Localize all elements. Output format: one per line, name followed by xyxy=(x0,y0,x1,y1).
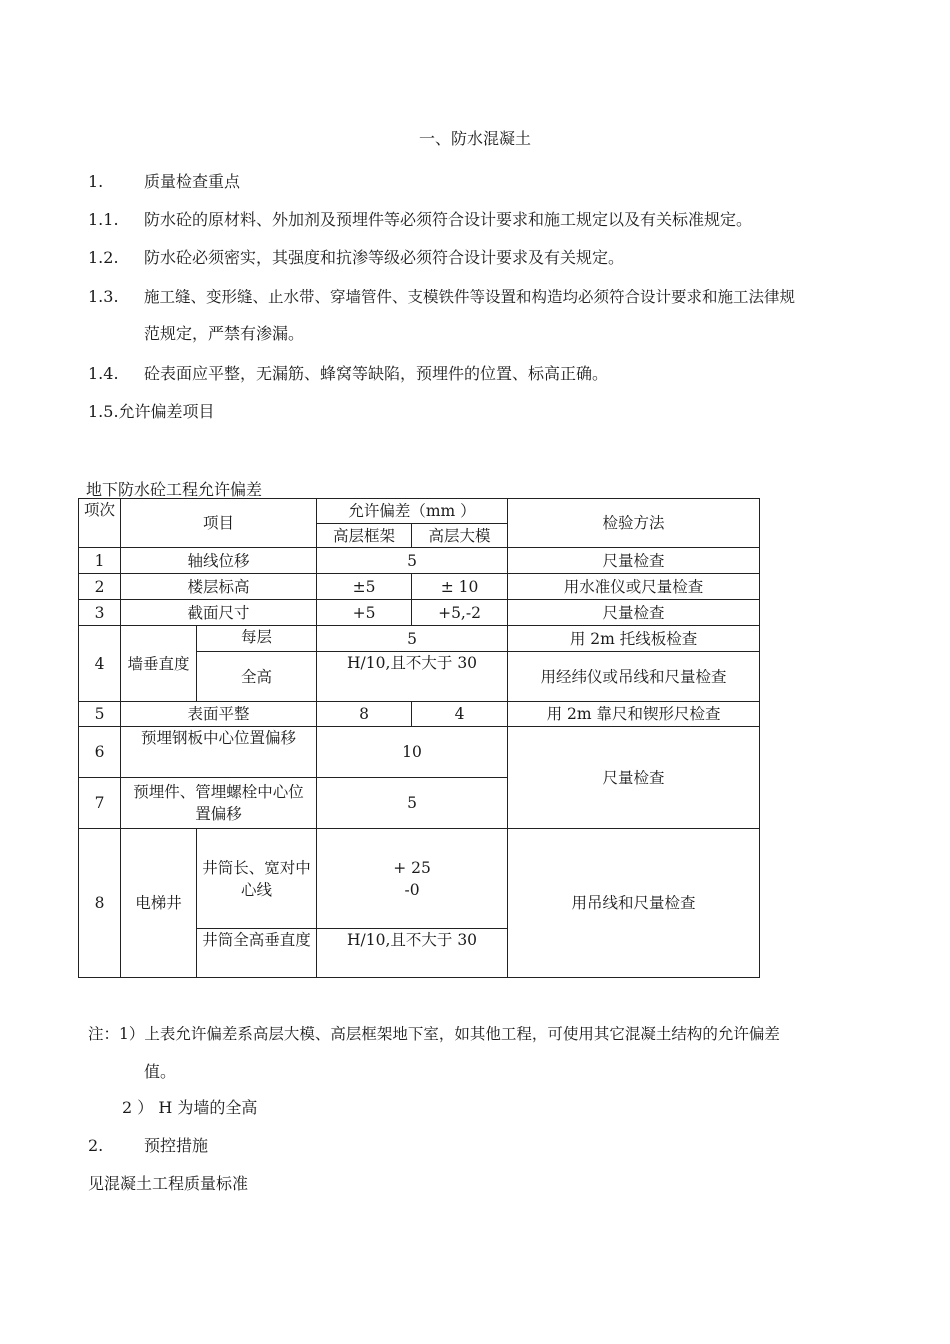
row-deviation-line: -0 xyxy=(404,880,420,899)
section-2-heading: 预控措施 xyxy=(144,1136,209,1155)
item-1-2-text: 防水砼必须密实，其强度和抗渗等级必须符合设计要求及有关规定。 xyxy=(144,248,625,267)
item-1-1-number: 1.1. xyxy=(88,210,119,229)
row-number: 6 xyxy=(79,727,121,778)
section-2-number: 2. xyxy=(88,1136,104,1155)
table-caption: 地下防水砼工程允许偏差 xyxy=(86,480,263,499)
header-frame: 高层框架 xyxy=(317,524,412,548)
row-subitem xyxy=(197,829,317,929)
row-item: 轴线位移 xyxy=(121,548,317,574)
header-item: 项目 xyxy=(121,499,317,548)
row-number: 4 xyxy=(79,626,121,702)
row-deviation-line: + 25 xyxy=(393,858,431,877)
row-frame: 8 xyxy=(317,702,412,727)
header-number: 项次 xyxy=(79,499,121,548)
item-1-3-text: 施工缝、变形缝、止水带、穿墙管件、支模铁件等设置和构造均必须符合设计要求和施工法律规 xyxy=(144,288,796,306)
row-item-line: 置偏移 xyxy=(195,805,242,823)
row-number: 2 xyxy=(79,574,121,600)
item-1-1-text: 防水砼的原材料、外加剂及预埋件等必须符合设计要求和施工规定以及有关标准规定。 xyxy=(144,210,753,229)
row-method: 用 2m 托线板检查 xyxy=(508,626,760,652)
item-1-4-text: 砼表面应平整，无漏筋、蜂窝等缺陷，预埋件的位置、标高正确。 xyxy=(144,364,609,383)
table-row xyxy=(79,600,760,626)
row-deviation: 5 xyxy=(317,626,508,652)
note-1: 注：1）上表允许偏差系高层大模、高层框架地下室，如其他工程，可使用其它混凝土结构的允许偏差 xyxy=(88,1025,780,1043)
row-item: 预埋钢板中心位置偏移 xyxy=(121,727,317,778)
row-number: 3 xyxy=(79,600,121,626)
item-1-3-text-cont: 范规定，严禁有渗漏。 xyxy=(144,324,305,343)
footer-text: 见混凝土工程质量标准 xyxy=(88,1174,249,1193)
table-row xyxy=(79,727,760,778)
row-subitem-line: 井筒长、宽对中 xyxy=(202,858,311,877)
note-1-cont: 值。 xyxy=(144,1062,177,1081)
row-item: 截面尺寸 xyxy=(121,600,317,626)
row-deviation: H/10,且不大于 30 xyxy=(317,652,508,702)
header-deviation: 允许偏差（mm ） xyxy=(317,499,508,524)
row-method: 尺量检查 xyxy=(508,548,760,574)
row-number: 1 xyxy=(79,548,121,574)
row-subitem: 井筒全高垂直度 xyxy=(197,929,317,978)
section-1-number: 1. xyxy=(88,172,104,191)
table-row xyxy=(79,626,760,652)
header-method: 检验方法 xyxy=(508,499,760,548)
row-mold: +5,-2 xyxy=(412,600,508,626)
row-subitem: 全高 xyxy=(197,652,317,702)
row-deviation xyxy=(317,829,508,929)
row-frame: ±5 xyxy=(317,574,412,600)
table-row xyxy=(79,574,760,600)
row-item: 表面平整 xyxy=(121,702,317,727)
row-item-line: 预埋件、管埋螺栓中心位 xyxy=(133,783,304,801)
section-1-heading: 质量检查重点 xyxy=(144,172,241,191)
item-1-3-number: 1.3. xyxy=(88,287,119,306)
note-2: 2 ） H 为墙的全高 xyxy=(122,1098,258,1117)
row-method: 尺量检查 xyxy=(508,727,760,829)
row-number: 7 xyxy=(79,778,121,829)
row-number: 8 xyxy=(79,829,121,978)
row-mold: 4 xyxy=(412,702,508,727)
item-1-5-text: 1.5.允许偏差项目 xyxy=(88,402,215,421)
row-method: 用水准仪或尺量检查 xyxy=(508,574,760,600)
row-subitem-line: 心线 xyxy=(241,880,273,899)
item-1-2-number: 1.2. xyxy=(88,248,119,267)
table-row xyxy=(79,829,760,929)
row-method: 用吊线和尺量检查 xyxy=(508,829,760,978)
row-mold: ± 10 xyxy=(412,574,508,600)
row-frame: +5 xyxy=(317,600,412,626)
table-row xyxy=(79,548,760,574)
tolerance-table xyxy=(78,498,760,978)
row-method: 尺量检查 xyxy=(508,600,760,626)
row-method: 用 2m 靠尺和锲形尺检查 xyxy=(508,702,760,727)
row-item: 电梯井 xyxy=(121,829,197,978)
row-deviation: 5 xyxy=(317,548,508,574)
row-item: 墙垂直度 xyxy=(121,626,197,702)
row-deviation: H/10,且不大于 30 xyxy=(317,929,508,978)
row-number: 5 xyxy=(79,702,121,727)
page-title: 一、防水混凝土 xyxy=(418,129,531,148)
row-method: 用经纬仪或吊线和尺量检查 xyxy=(508,652,760,702)
row-deviation: 10 xyxy=(317,727,508,778)
row-item: 楼层标高 xyxy=(121,574,317,600)
header-mold: 高层大模 xyxy=(412,524,508,548)
item-1-4-number: 1.4. xyxy=(88,364,119,383)
row-item xyxy=(121,778,317,829)
row-deviation: 5 xyxy=(317,778,508,829)
row-subitem: 每层 xyxy=(197,626,317,652)
table-row xyxy=(79,702,760,727)
